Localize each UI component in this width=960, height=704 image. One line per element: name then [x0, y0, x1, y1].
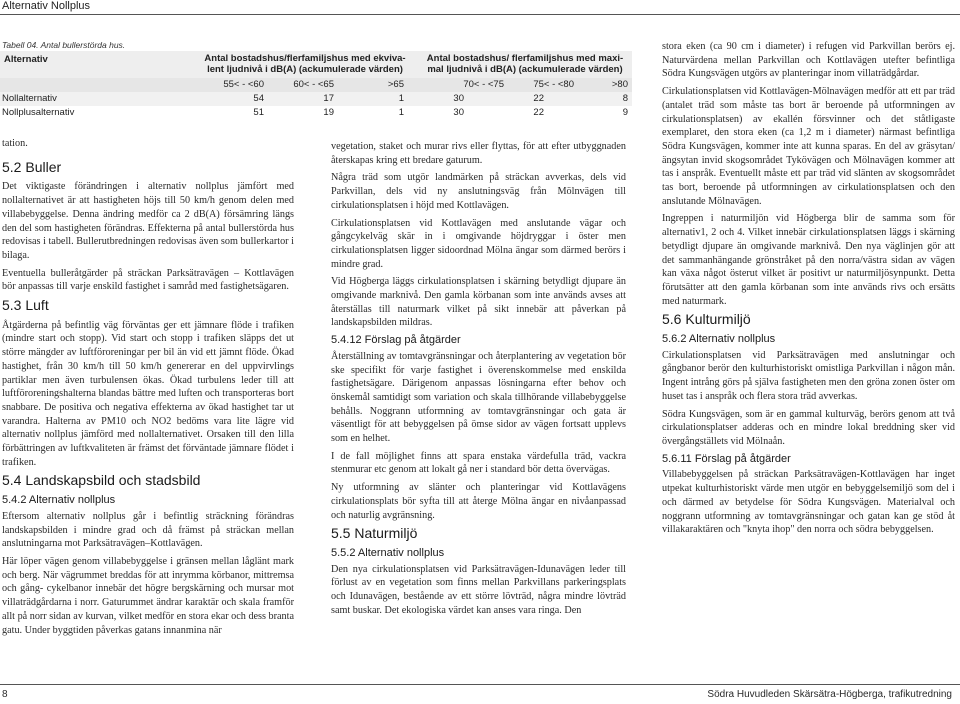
table-header-row	[0, 51, 632, 78]
range-cell: 60< - <65	[293, 79, 334, 90]
subsection-heading: 5.4.2 Alternativ nollplus	[2, 494, 116, 507]
row-label: Nollalternativ	[2, 93, 57, 104]
paragraph: Villabebyggelsen på sträckan Parksätravägen-Kottlavägen har inget utpekat kulturhistoriskt värde men utgör en bebyggelsemiljö som del i och därmed av betydelse för Södra Kungsvägen. Materialval och noggrann utformning av tomtavgränsningar och gatan kan ge stöd åt villakaraktären och "knyta ihop" den norra och södra bebyggelsen.	[662, 469, 955, 536]
paragraph: stora eken (ca 90 cm i diameter) i refugen vid Parkvillan berörs ej. Naturvärdena mellan Parkvillan och Kottlavägen utefter befintliga Södra Kungsvägen utgörs av planteringar inom villaträdgårdar.	[662, 41, 955, 80]
noise-table	[0, 51, 632, 120]
group2-header: Antal bostadshus/ flerfamiljshus med maxi- mal ljudnivå i dB(A) (ackumulerade värden)	[426, 53, 624, 75]
table-row	[0, 92, 632, 106]
paragraph: Åtgärderna på befintlig väg förväntas ger ett jämnare flöde i trafiken (mindre start och stopp). Vid start och stopp i trafiken släpps det ut större mängder av luftföroreningar per bil än vid ett jämnt flöde. Ökad hastighet, från 30 km/h till 50 km/h genererar en del uppvirvlings partiklar men även turbulensen ökas. Ökad turbulens leder till att luftföroreningshalterna blandas bättre med luften och transporteras bort snabbare. De positiva och negativa effekterna av ökad hastighet tar ut varandra. Halterna av PM10 och NO2 bedöms vara lite lägre vid alternativ nollplus jämförd med nollalternativet. Orsaken till den lilla förbättringen av luftkvaliteten är främst det förväntade jämnare flödet i trafiken.	[2, 319, 294, 468]
col-alternativ-header: Alternativ	[4, 54, 48, 65]
paragraph: Cirkulationsplatsen vid Parksätravägen med anslutningar och gångbanor berör den kulturhistoriskt omistliga Parkvillan i någon mån. Ingent intrång görs på själva fastigheten men den gröna zonen öster om huset tas i anspråk och flera stora träd avverkas.	[662, 349, 955, 402]
row-label: Nollplusalternativ	[2, 107, 75, 118]
section-heading-luft: 5.3 Luft	[2, 297, 49, 314]
table-range-row	[0, 78, 632, 92]
subsection-heading: 5.6.2 Alternativ nollplus	[662, 333, 776, 346]
range-cell: 75< - <80	[533, 79, 574, 90]
subsection-heading: 5.5.2 Alternativ nollplus	[331, 546, 445, 559]
group1-header: Antal bostadshus/flerfamiljshus med ekviva- lent ljudnivå i dB(A) (ackumulerade värden)	[204, 53, 406, 75]
text-column-3	[662, 40, 955, 541]
page-number: 8	[2, 689, 8, 700]
table-cell: 22	[533, 107, 544, 118]
table-cell: 30	[453, 93, 464, 104]
paragraph: Cirkulationsplatsen vid Kottlavägen med anslutande vägar och gångcykelväg skär in i omgivande höjdryggar i öster men cirkulationsplatsen ligger sidoordnad Mölna ängar som därmed berörs i mindre grad.	[331, 217, 626, 270]
paragraph: Cirkulationsplatsen vid Kottlavägen-Mölnavägen medför att ett par träd (antalet träd som måste tas bort är beroende på utformningen av cirkulationsplatsen) av ekallén försvinner och det ståtligaste exemplaret, den stora eken (ca 1,2 m i diameter) närmast befintliga Södra Kungsvägen, kommer inte att kunna sparas. En del av gräsytan/ängsytan invid skogsområdet Tykövägen och Mölnavägen kommer att tas i anspråk. Eventuellt måste ett par träd vid slänten av skogsområdet tas bort, beroende på utformningen av cirkulationsplatsen och den anslutande Mölnavägen.	[662, 86, 955, 207]
section-heading-natur: 5.5 Naturmiljö	[331, 525, 418, 542]
paragraph: Vid Högberga läggs cirkulationsplatsen i skärning betydligt djupare än omgivande marknivå. Den gamla körbanan som inte används avses att återställas till naturmark vilket på sikt innebär att påverkan på landskapsbilden mildras.	[331, 276, 626, 329]
table-cell: 19	[323, 107, 334, 118]
table-cell: 9	[622, 107, 628, 118]
range-cell: 55< - <60	[223, 79, 264, 90]
paragraph: vegetation, staket och murar rivs eller flyttas, för att efter utbyggnaden återskapas kring ett bredare gaturum.	[331, 141, 626, 166]
paragraph: I de fall möjlighet finns att spara enstaka värdefulla träd, vackra stenmurar etc genom att lokalt gå ner i standard bör detta övervägas.	[331, 450, 626, 476]
page-header-title: Alternativ Nollplus	[2, 0, 91, 12]
header-divider	[0, 14, 960, 15]
paragraph: Eftersom alternativ nollplus går i befintlig sträckning förändras landskapsbilden i mindre grad och då främst på sträckan mellan anslutningarna mot Parksätravägen–Kottlavägen.	[2, 510, 294, 550]
table-cell: 30	[453, 107, 464, 118]
section-heading-buller: 5.2 Buller	[2, 158, 62, 175]
footer-divider	[0, 684, 960, 685]
range-cell: >80	[611, 79, 628, 90]
subsection-heading: 5.6.11 Förslag på åtgärder	[662, 452, 791, 465]
paragraph: Den nya cirkulationsplatsen vid Parksätravägen-Idunavägen leder till förlust av en vegetation som finns mellan Parkvillans parkeringsplats och Idunavägen, bestående av ett större lövträd, några mindre lövträd samt buskar. Det ekologiska värdet kan anses vara ringa. Den	[331, 563, 626, 616]
paragraph: Några träd som utgör landmärken på sträckan avverkas, dels vid Parkvillan, dels vid ny anslutningsväg från Mölnvägen till cirkulationsplatsen i höjd med Kottlavägen.	[331, 172, 626, 211]
table-cell: 51	[253, 107, 264, 118]
table-row	[0, 106, 632, 120]
text-column-1	[2, 137, 294, 641]
document-title: Södra Huvudleden Skärsätra-Högberga, trafikutredning	[707, 689, 952, 700]
range-cell: >65	[387, 79, 404, 90]
paragraph: tation.	[2, 138, 28, 149]
subsection-heading: 5.4.12 Förslag på åtgärder	[331, 334, 461, 347]
text-column-2	[331, 140, 626, 622]
section-heading-kultur: 5.6 Kulturmiljö	[662, 311, 751, 328]
paragraph: Återställning av tomtavgränsningar och återplantering av vegetation bör ske specifikt för varje fastighet i överenskommelse med enskilda fastighetsägare. Därigenom anpassas lösningarna efter behov och önskemål samtidigt som variation och skala tillhörande villabebyggelse behålls. Noggrann utformning av tomtavgränsningar och gata är väsentligt för att bebyggelsen på ömse sidor av vägen fortsatt upplevs som en helhet.	[331, 350, 626, 445]
paragraph: Här löper vägen genom villabebyggelse i gränsen mellan låglänt mark och berg. När vägrummet breddas för att inrymma körbanor, mittremsa och gång- cykelbanor innebär det högre bergskärning och mursar mot villaträdgårdarna i norr. Gaturummet ändrar karaktär och skala framför allt på norr sidan av kurvan, vilket medför en stora ekar och dess branta gatu. Under byggtiden påverkas gatans innanmina när	[2, 555, 294, 636]
table-cell: 17	[323, 93, 334, 104]
table-cell: 1	[398, 107, 404, 118]
paragraph: Eventuella bulleråtgärder på sträckan Parksätravägen – Kottlavägen bör anpassas till varje enskild fastighet i samråd med fastighetsägaren.	[2, 267, 294, 293]
section-heading-landskap: 5.4 Landskapsbild och stadsbild	[2, 472, 201, 489]
table-cell: 54	[253, 93, 264, 104]
paragraph: Ny utformning av slänter och planteringar vid Kottlavägens cirkulationsplats bör syfta till att återge Mölna ängar en nivåanpassad och naturlig avgränsning.	[331, 482, 626, 521]
table-cell: 22	[533, 93, 544, 104]
table-cell: 1	[398, 93, 404, 104]
range-cell: 70< - <75	[463, 79, 504, 90]
paragraph: Södra Kungsvägen, som är en gammal kulturväg, berörs genom att två cirkulationsplatser adderas och en mindre lokal breddning sker vid övergångställets vid Mölnaån.	[662, 408, 955, 447]
table-caption: Tabell 04. Antal bullerstörda hus.	[2, 40, 126, 50]
paragraph: Det viktigaste förändringen i alternativ nollplus jämfört med nollalternativet är att hastigheten höjs till 50 km/h genom delen med villabebyggelse. Denna ändring medför ca 2 dB(A) försämring längs den del som hastigheten förändras. Effekterna på antal bullerstörda hus redovisas i tabell. Bullerutbredningen redovisas även som bullerkartor i bilaga.	[2, 181, 294, 261]
table-cell: 8	[622, 93, 628, 104]
paragraph: Ingreppen i naturmiljön vid Högberga blir de samma som för alternativ1, 2 och 4. Vilket innebär cirkulationsplatsen läggs i skärning betydligt djupare än omgivande marknivå. Den nya väglinjen gör att det sammanhängande grönstråket på den norra/västra sidan av vägen kan växa något österut vilket är positivt ur naturmiljösynpunkt. Detta förutsätter att den gamla körbanan som inte används rivs och ersätts med naturmark.	[662, 213, 955, 307]
